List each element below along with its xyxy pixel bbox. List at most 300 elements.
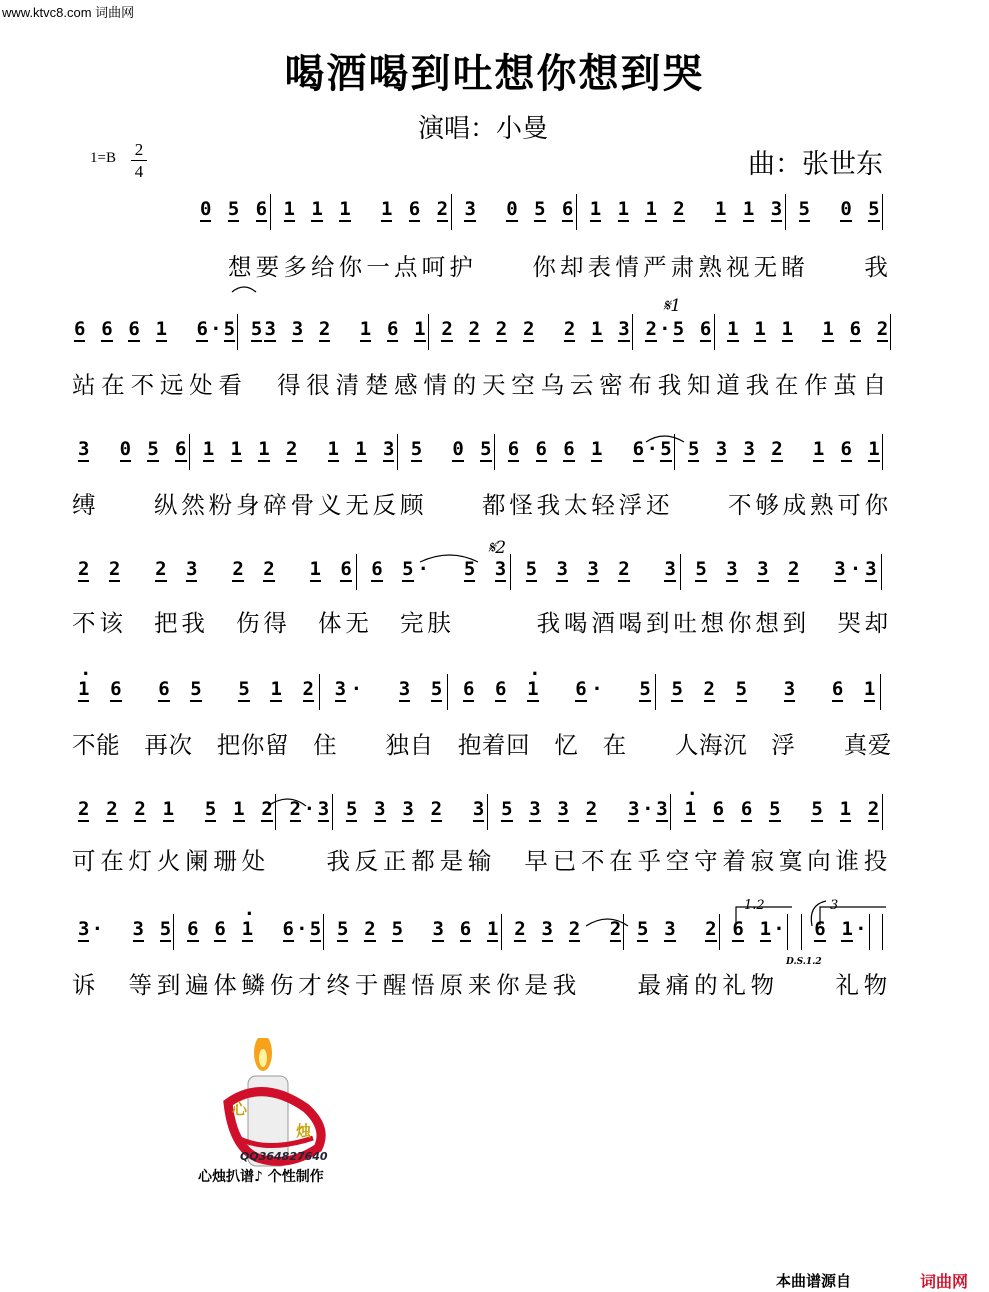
lyric-char: 我 — [181, 609, 205, 637]
lyric-char: 伤 — [236, 609, 260, 637]
lyric-char: 可 — [72, 847, 96, 875]
lyric-char: 正 — [383, 847, 407, 875]
note: 3 — [402, 798, 414, 820]
lyric-char: 寞 — [778, 847, 803, 875]
lyric-char: 礼 — [835, 971, 859, 999]
note: 2 — [645, 318, 657, 340]
lyric-char: 鳞 — [241, 971, 266, 999]
lyric-char: 独 — [385, 731, 410, 759]
lyric-char: 寂 — [750, 847, 775, 875]
note: 3 — [834, 558, 846, 580]
lyric-char: 沉 — [723, 731, 747, 759]
lyric-char: 住 — [313, 731, 337, 759]
bar-line — [881, 554, 882, 590]
note: 5 — [660, 438, 672, 460]
note: 5 — [695, 558, 707, 580]
lyric-char: 次 — [168, 731, 192, 759]
note: 5 — [159, 918, 172, 940]
note: 1 — [822, 318, 834, 340]
lyric-char: 悟 — [411, 971, 435, 999]
lyric-char: 空 — [665, 847, 690, 875]
lyric-char: 在 — [774, 371, 799, 399]
lyric-char: 成 — [782, 491, 807, 519]
note: 6 — [507, 438, 520, 460]
note: 3 — [374, 798, 386, 820]
lyric-char: 该 — [99, 609, 123, 637]
lyric-char: 情 — [615, 253, 639, 281]
note: 3 — [587, 558, 599, 580]
lyric-char: 爱 — [867, 731, 892, 759]
lyric-char: 然 — [181, 491, 205, 519]
lyric-char: 太 — [564, 491, 588, 519]
lyric-char: 你 — [338, 253, 363, 281]
note: 2 — [867, 798, 880, 820]
bar-line — [323, 914, 324, 950]
note: 5 — [309, 918, 322, 940]
lyric-char: 够 — [755, 491, 779, 519]
note: 2 — [703, 678, 715, 700]
note: 3 — [472, 798, 485, 820]
note: 6 — [371, 558, 383, 580]
lyric-char: 原 — [439, 971, 464, 999]
lyric-char: 碎 — [263, 491, 287, 519]
lyric-char: 要 — [255, 253, 280, 281]
note: 1 — [202, 438, 215, 460]
lyric-char: 反 — [354, 847, 379, 875]
note: 2 — [441, 318, 453, 340]
lyric-char: 怪 — [509, 491, 533, 519]
note: 1 — [841, 918, 853, 940]
note: 6 — [831, 678, 844, 700]
lyric-char: 在 — [100, 847, 124, 875]
note: 6 — [712, 798, 725, 820]
lyric-char: 吐 — [673, 609, 697, 637]
lyric-char: 身 — [236, 491, 260, 519]
bar-line — [451, 194, 452, 230]
note: 2 — [673, 198, 685, 220]
lyric-char: 在 — [602, 731, 627, 759]
lyric-char: 得 — [263, 609, 287, 637]
lyric-char: 视 — [726, 253, 750, 281]
key-signature: 1=B — [90, 150, 116, 166]
bar-line — [356, 554, 357, 590]
bar-line — [487, 794, 488, 830]
lyric-char: 严 — [643, 253, 667, 281]
note: 1 — [309, 558, 321, 580]
note: 0 — [452, 438, 464, 460]
note: 2 — [289, 798, 301, 820]
note: 3 — [78, 918, 90, 940]
note: 3 — [557, 798, 569, 820]
note: 1 — [283, 198, 295, 220]
bar-line — [501, 914, 502, 950]
lyric-char: 火 — [156, 847, 181, 875]
note: 6 — [282, 918, 294, 940]
note: 2 — [787, 558, 800, 580]
note: 2 — [78, 558, 90, 580]
note: 6 — [575, 678, 587, 700]
lyric-char: 真 — [843, 731, 868, 759]
lyric-char: 呵 — [421, 253, 446, 281]
lyric-char: 都 — [482, 491, 506, 519]
note: 5 — [639, 678, 651, 700]
bar-line — [319, 674, 320, 710]
note: 1 — [311, 198, 323, 220]
lyric-char: 我 — [745, 371, 770, 399]
note: 2 — [232, 558, 244, 580]
note: 3 — [398, 678, 411, 700]
note: 6 — [101, 318, 113, 340]
bar-line — [882, 794, 883, 830]
time-signature — [128, 140, 150, 181]
note: 1 — [339, 198, 351, 220]
note: 3 — [264, 318, 276, 340]
bar-line — [719, 914, 720, 950]
note: 5 — [430, 678, 443, 700]
note: 2 — [285, 438, 298, 460]
notation-row-2 — [0, 318, 989, 352]
lyric-char: 在 — [101, 371, 125, 399]
note: 6 — [158, 678, 170, 700]
lyric-char: 忆 — [554, 731, 578, 759]
lyric-char: 乎 — [637, 847, 662, 875]
note: 6 — [386, 318, 399, 340]
note: 1 · — [241, 903, 256, 940]
lyric-char: 留 — [264, 731, 289, 759]
lyric-char: 的 — [694, 971, 718, 999]
lyric-char: 自 — [409, 731, 434, 759]
lyric-char: 处 — [189, 371, 213, 399]
lyric-char: 抱 — [457, 731, 482, 759]
lyric-char: 把 — [216, 731, 241, 759]
bar-line — [494, 434, 495, 470]
lyric-char: 酒 — [591, 609, 615, 637]
note: 5 — [735, 678, 748, 700]
note: 0 — [506, 198, 518, 220]
bar-line — [397, 434, 398, 470]
lyric-char: 骨 — [290, 491, 315, 519]
note: 2 — [261, 798, 273, 820]
note: 5 — [868, 198, 880, 220]
note: 6 — [187, 918, 199, 940]
note: 2 — [585, 798, 598, 820]
lyric-char: 肤 — [427, 609, 451, 637]
note: 3 — [383, 438, 395, 460]
note: 1 — [781, 318, 793, 340]
lyric-char: 道 — [716, 371, 740, 399]
notation-row-7 — [0, 903, 989, 952]
note: 0 — [200, 198, 212, 220]
note: 5 — [636, 918, 649, 940]
site-watermark[interactable]: www.ktvc8.com 词曲网 — [2, 5, 135, 20]
lyric-char: 表 — [587, 253, 612, 281]
note: 5 — [672, 318, 685, 340]
note: 6 — [408, 198, 421, 220]
note: 5 — [250, 318, 263, 340]
lyric-char: 粉 — [208, 491, 233, 519]
lyric-char: 点 — [394, 253, 418, 281]
note: · — [210, 318, 222, 340]
lyric-char: 一 — [366, 253, 390, 281]
note: 5 — [238, 678, 250, 700]
note: 5 — [204, 798, 217, 820]
note: 1 — [355, 438, 367, 460]
segno-marker-1: 𝄋1 — [663, 296, 682, 316]
note: 6 — [110, 678, 122, 700]
lyric-char: 很 — [306, 371, 330, 399]
note: 2 — [876, 318, 889, 340]
lyric-char: 睹 — [781, 253, 805, 281]
note: 2 — [771, 438, 783, 460]
note: 2 — [568, 918, 581, 940]
note: 3 — [770, 198, 783, 220]
note: 3 — [628, 798, 640, 820]
lyric-char: 义 — [318, 491, 342, 519]
note: 3 — [291, 318, 304, 340]
lyric-char: 感 — [394, 371, 418, 399]
note: 3 — [334, 678, 347, 700]
lyric-char: 你 — [532, 253, 556, 281]
note: 6 — [459, 918, 472, 940]
note: 2 — [318, 318, 331, 340]
notation-row-6 — [0, 783, 989, 832]
note: 3 — [664, 918, 676, 940]
lyric-char: 输 — [467, 847, 492, 875]
note: 2 — [108, 558, 121, 580]
note: 1 — [270, 678, 282, 700]
note: 5 — [337, 918, 349, 940]
note: 1 — [258, 438, 270, 460]
note: 2 — [430, 798, 443, 820]
note: 6 — [128, 318, 140, 340]
lyric-char: 阑 — [185, 847, 209, 875]
lyric-char: 哭 — [837, 609, 861, 637]
lyric-char: 是 — [524, 971, 548, 999]
note: 3 — [726, 558, 738, 580]
note: 3 — [494, 558, 507, 580]
note: 3 — [541, 918, 553, 940]
lyric-char: 我 — [552, 971, 577, 999]
lyric-char: 伤 — [269, 971, 294, 999]
note: 2 — [495, 318, 508, 340]
note: 3 — [529, 798, 541, 820]
lyric-char: 不 — [130, 371, 155, 399]
note: 5 — [410, 438, 423, 460]
note: 6 — [462, 678, 475, 700]
note: 3 — [715, 438, 728, 460]
note: 2 — [263, 558, 275, 580]
lyric-char: 不 — [728, 491, 752, 519]
lyric-char: 想 — [755, 609, 779, 637]
note: 6 — [840, 438, 852, 460]
lyric-char: 已 — [552, 847, 577, 875]
lyric-char: 我 — [864, 253, 888, 281]
note: 1 — [487, 918, 499, 940]
bar-line — [623, 914, 624, 950]
note: 5 — [147, 438, 159, 460]
note: 2 — [514, 918, 526, 940]
lyric-char: 海 — [699, 731, 723, 759]
note: 1 — [863, 678, 876, 700]
note: 1 — [754, 318, 766, 340]
note: 2 — [468, 318, 481, 340]
note: 1 — [868, 438, 880, 460]
note: 3 — [743, 438, 755, 460]
bar-line — [632, 314, 633, 350]
note: 1 — [715, 198, 727, 220]
note: 2 — [523, 318, 535, 340]
note: 5 — [463, 558, 476, 580]
note: 2 — [618, 558, 630, 580]
lyric-char: 你 — [240, 731, 265, 759]
tie-arc-1 — [232, 287, 256, 292]
lyric-char: 才 — [298, 971, 322, 999]
note: 3 — [432, 918, 444, 940]
segno-marker-2: 𝄋2 — [488, 538, 507, 558]
note: 1 — [155, 318, 168, 340]
note: 0 — [840, 198, 852, 220]
lyric-char: 无 — [753, 253, 778, 281]
note: 5 — [223, 318, 236, 340]
song-title: 喝酒喝到吐想你想到哭 — [284, 50, 705, 97]
note: 3 — [757, 558, 769, 580]
note: 2 — [705, 918, 717, 940]
note: 1 — [589, 198, 602, 220]
bar-line — [890, 314, 891, 350]
lyric-char: 缚 — [72, 491, 96, 519]
note: 3 — [556, 558, 568, 580]
lyric-char: 是 — [439, 847, 464, 875]
note: 2 — [134, 798, 146, 820]
lyric-char: 遍 — [185, 971, 209, 999]
note: 2 — [436, 198, 449, 220]
lyric-char: 不 — [580, 847, 605, 875]
lyric-char: 人 — [674, 731, 699, 759]
note: 1 · — [684, 783, 698, 820]
note: 1 — [742, 198, 755, 220]
lyric-char: 远 — [159, 371, 184, 399]
note: 1 — [359, 318, 372, 340]
lyric-char: 你 — [496, 971, 520, 999]
lyric-char: 投 — [863, 847, 888, 875]
lyric-char: 你 — [728, 609, 752, 637]
lyric-char: 云 — [569, 371, 594, 399]
lyric-char: 来 — [467, 971, 492, 999]
note: 6 — [814, 918, 826, 940]
logo-qq: QQ364827640 — [240, 1150, 328, 1163]
note: 1 — [414, 318, 426, 340]
note: 3 — [618, 318, 630, 340]
note: 1 · — [527, 663, 541, 700]
note: 1 — [230, 438, 242, 460]
bar-line — [882, 914, 883, 950]
lyric-char: 都 — [411, 847, 435, 875]
note: 1 — [591, 318, 603, 340]
note: · — [855, 918, 867, 940]
lyric-char: 护 — [449, 253, 473, 281]
lyric-char: 却 — [864, 609, 889, 637]
time-bottom: 4 — [134, 162, 144, 181]
lyric-char: 浮 — [771, 731, 795, 759]
note: 2 — [364, 918, 376, 940]
notation-row-5 — [0, 663, 989, 712]
note: 3 — [317, 798, 330, 820]
singer-credit: 演唱：小曼 — [418, 114, 549, 144]
lyric-char: 喝 — [564, 609, 588, 637]
lyric-char: 到 — [156, 971, 181, 999]
note: 2 — [563, 318, 576, 340]
note: 3 — [78, 438, 90, 460]
brand-logo-text[interactable]: 词曲网 — [920, 1272, 969, 1291]
note: 1 — [812, 438, 825, 460]
lyric-char: 布 — [628, 371, 652, 399]
lyric-char: 灯 — [128, 847, 153, 875]
lyric-char: 我 — [536, 491, 561, 519]
note: 1 — [727, 318, 739, 340]
note: 6 — [340, 558, 352, 580]
lyric-char: 的 — [452, 371, 477, 399]
note: 5 — [480, 438, 492, 460]
note: · — [296, 918, 308, 940]
logo-caption: 心烛扒谱♪ 个性制作 — [198, 1169, 324, 1185]
bar-line — [869, 914, 870, 950]
note: · — [91, 918, 104, 940]
note: 3 — [664, 558, 676, 580]
lyric-char: 顾 — [400, 491, 424, 519]
note: 5 — [402, 558, 414, 580]
note: 1 — [645, 198, 657, 220]
note: 2 — [609, 918, 622, 940]
logo-char-right: 烛 — [296, 1122, 312, 1140]
note: 6 — [699, 318, 712, 340]
note: 5 — [501, 798, 513, 820]
bar-line — [882, 434, 883, 470]
note: · — [350, 678, 363, 700]
bar-line — [785, 194, 786, 230]
composer-credit: 曲：张世东 — [748, 149, 883, 180]
note: · — [591, 678, 603, 700]
lyric-char: 茧 — [833, 371, 857, 399]
lyric-char: 看 — [218, 371, 242, 399]
note: 1 — [162, 798, 175, 820]
bar-line — [576, 194, 577, 230]
note: 3 — [783, 678, 796, 700]
bar-line — [447, 674, 448, 710]
lyric-char: 在 — [609, 847, 633, 875]
lyric-char: 喝 — [618, 609, 643, 637]
note: 1 — [233, 798, 245, 820]
note: 6 — [535, 438, 547, 460]
note: 1 — [380, 198, 393, 220]
source-label: 本曲谱源自 — [776, 1272, 852, 1290]
logo-char-left: 心 — [232, 1100, 248, 1118]
lyric-char: 最 — [637, 971, 662, 999]
lyric-char: 轻 — [591, 491, 615, 519]
note: · — [849, 558, 862, 580]
lyric-char: 不 — [72, 731, 96, 759]
bar-line — [332, 794, 333, 830]
bar-line — [189, 434, 190, 470]
lyric-char: 珊 — [213, 847, 237, 875]
lyric-char: 纵 — [154, 491, 178, 519]
lyric-char: 还 — [646, 491, 670, 519]
lyric-char: 不 — [72, 609, 96, 637]
lyric-char: 天 — [482, 371, 506, 399]
lyric-char: 完 — [400, 609, 424, 637]
lyric-char: 谁 — [835, 847, 859, 875]
volta-2: 3 — [830, 898, 839, 913]
lyric-char: 着 — [722, 847, 746, 875]
